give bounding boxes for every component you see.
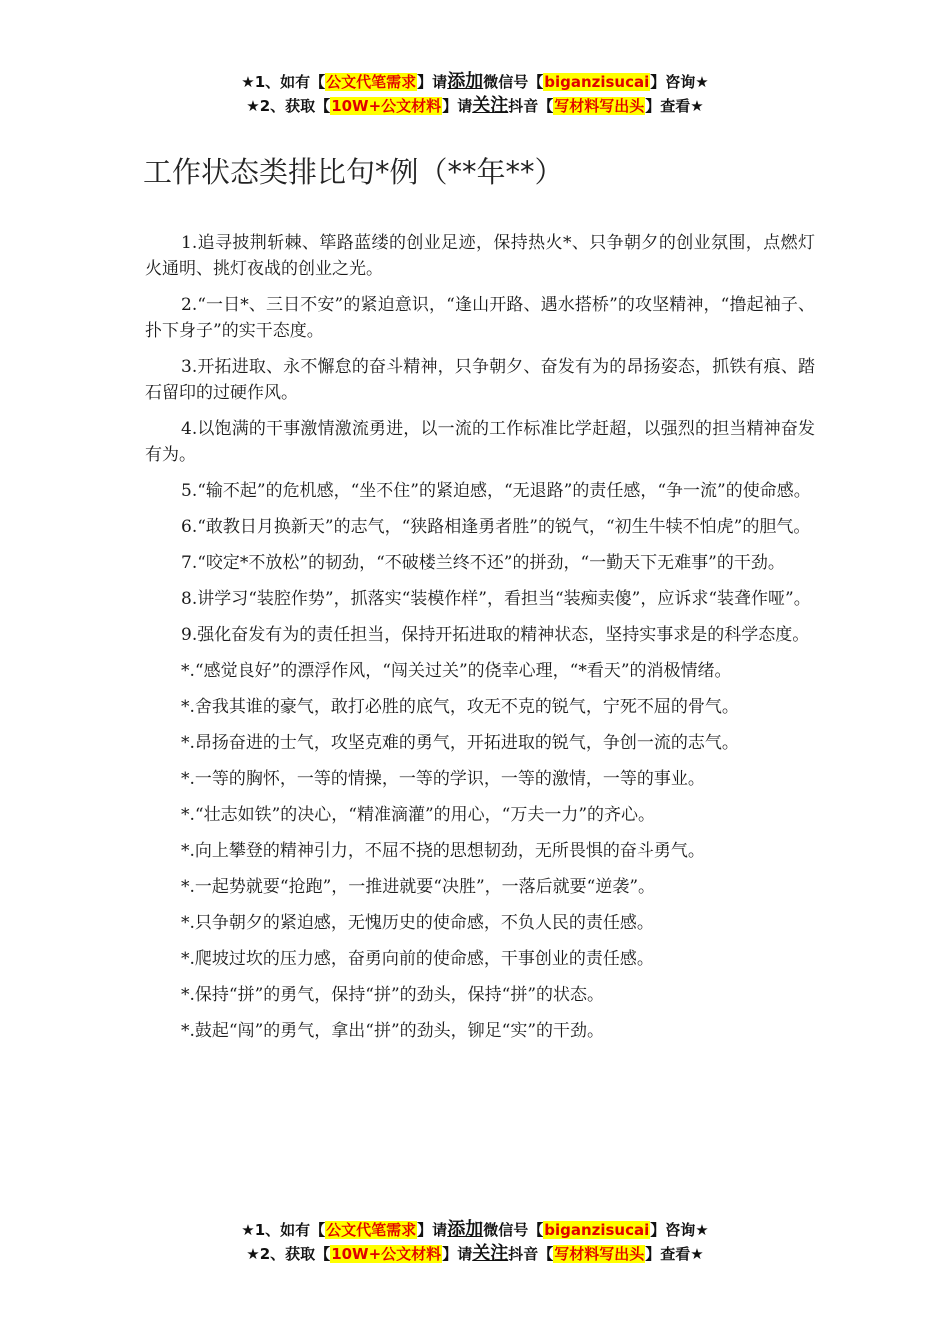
paragraph: 2.“一日*、三日不安”的紧迫意识，“逢山开路、遇水搭桥”的攻坚精神，“撸起袖子、扑下身子”的实干态度。 [145, 295, 815, 341]
banner-text: 】查看★ [645, 1245, 704, 1263]
bottom-banner [0, 1218, 950, 1266]
banner-text: 微信号【 [483, 1221, 544, 1239]
paragraph: *.舍我其谁的豪气，敢打必胜的底气，攻无不克的锐气，宁死不屈的骨气。 [181, 697, 739, 717]
banner-text: ★1、如有【 [241, 73, 326, 91]
paragraph: 6.“敢教日月换新天”的志气，“狭路相逢勇者胜”的锐气，“初生牛犊不怕虎”的胆气。 [181, 517, 811, 537]
banner-line-2 [0, 1242, 950, 1266]
paragraph: *.“壮志如铁”的决心，“精准滴灌”的用心，“万夫一力”的齐心。 [181, 805, 656, 825]
paragraph: *.爬坡过坎的压力感，奋勇向前的使命感，干事创业的责任感。 [181, 949, 654, 969]
banner-text: 】咨询★ [650, 73, 709, 91]
paragraph: 9.强化奋发有为的责任担当，保持开拓进取的精神状态，坚持实事求是的科学态度。 [181, 625, 810, 645]
banner-line-2 [0, 94, 950, 118]
paragraph: *.只争朝夕的紧迫感，无愧历史的使命感，不负人民的责任感。 [181, 913, 654, 933]
paragraph: *.一起势就要“抢跑”，一推进就要“决胜”，一落后就要“逆袭”。 [181, 877, 656, 897]
paragraph: 4.以饱满的干事激情激流勇进，以一流的工作标准比学赶超，以强烈的担当精神奋发有为。 [145, 419, 815, 465]
paragraph: 1.追寻披荆斩棘、筚路蓝缕的创业足迹，保持热火*、只争朝夕的创业氛围，点燃灯火通明、挑灯夜战的创业之光。 [145, 233, 815, 279]
document-body [145, 230, 815, 1054]
paragraph: 7.“咬定*不放松”的韧劲，“不破楼兰终不还”的拼劲，“一勤天下无难事”的干劲。 [181, 553, 785, 573]
paragraph: *.鼓起“闯”的勇气，拿出“拼”的劲头，铆足“实”的干劲。 [181, 1021, 605, 1041]
emphasis-add: 添加 [447, 71, 484, 92]
paragraph: 5.“输不起”的危机感，“坐不住”的紧迫感，“无退路”的责任感，“争一流”的使命感。 [181, 481, 811, 501]
paragraph: *.保持“拼”的勇气，保持“拼”的劲头，保持“拼”的状态。 [181, 985, 605, 1005]
banner-text: ★2、获取【 [246, 1245, 331, 1263]
paragraph: *.昂扬奋进的士气，攻坚克难的勇气，开拓进取的锐气，争创一流的志气。 [181, 733, 739, 753]
page-title: 工作状态类排比句*例（**年**） [143, 155, 564, 189]
banner-text: 】请 [417, 73, 448, 91]
banner-text: 】查看★ [645, 97, 704, 115]
banner-text: 微信号【 [483, 73, 544, 91]
banner-line-1 [0, 1218, 950, 1242]
highlight-materials: 10W+公文材料 [331, 1245, 442, 1263]
emphasis-follow: 关注 [472, 1243, 509, 1264]
paragraph: *.向上攀登的精神引力，不屈不挠的思想韧劲，无所畏惧的奋斗勇气。 [181, 841, 705, 861]
paragraph: *.“感觉良好”的漂浮作风，“闯关过关”的侥幸心理，“*看天”的消极情绪。 [181, 661, 732, 681]
paragraph: 8.讲学习“装腔作势”，抓落实“装模作样”，看担当“装痴卖傻”，应诉求“装聋作哑”。 [181, 589, 811, 609]
highlight-douyin: 写材料写出头 [554, 1245, 645, 1263]
emphasis-add: 添加 [447, 1219, 484, 1240]
banner-text: 抖音【 [508, 1245, 554, 1263]
paragraph: *.一等的胸怀，一等的情操，一等的学识，一等的激情，一等的事业。 [181, 769, 705, 789]
banner-text: 】请 [442, 1245, 473, 1263]
paragraph: 3.开拓进取、永不懈怠的奋斗精神，只争朝夕、奋发有为的昂扬姿态，抓铁有痕、踏石留印的过硬作风。 [145, 357, 815, 403]
banner-text: 抖音【 [508, 97, 554, 115]
top-banner [0, 70, 950, 118]
banner-text: ★1、如有【 [241, 1221, 326, 1239]
banner-text: 】咨询★ [650, 1221, 709, 1239]
highlight-service: 公文代笔需求 [326, 73, 417, 91]
highlight-service: 公文代笔需求 [326, 1221, 417, 1239]
banner-text: 】请 [442, 97, 473, 115]
highlight-materials: 10W+公文材料 [331, 97, 442, 115]
highlight-douyin: 写材料写出头 [554, 97, 645, 115]
highlight-wechat-id: biganzisucai [544, 73, 650, 91]
banner-text: ★2、获取【 [246, 97, 331, 115]
emphasis-follow: 关注 [472, 95, 509, 116]
banner-text: 】请 [417, 1221, 448, 1239]
highlight-wechat-id: biganzisucai [544, 1221, 650, 1239]
banner-line-1 [0, 70, 950, 94]
